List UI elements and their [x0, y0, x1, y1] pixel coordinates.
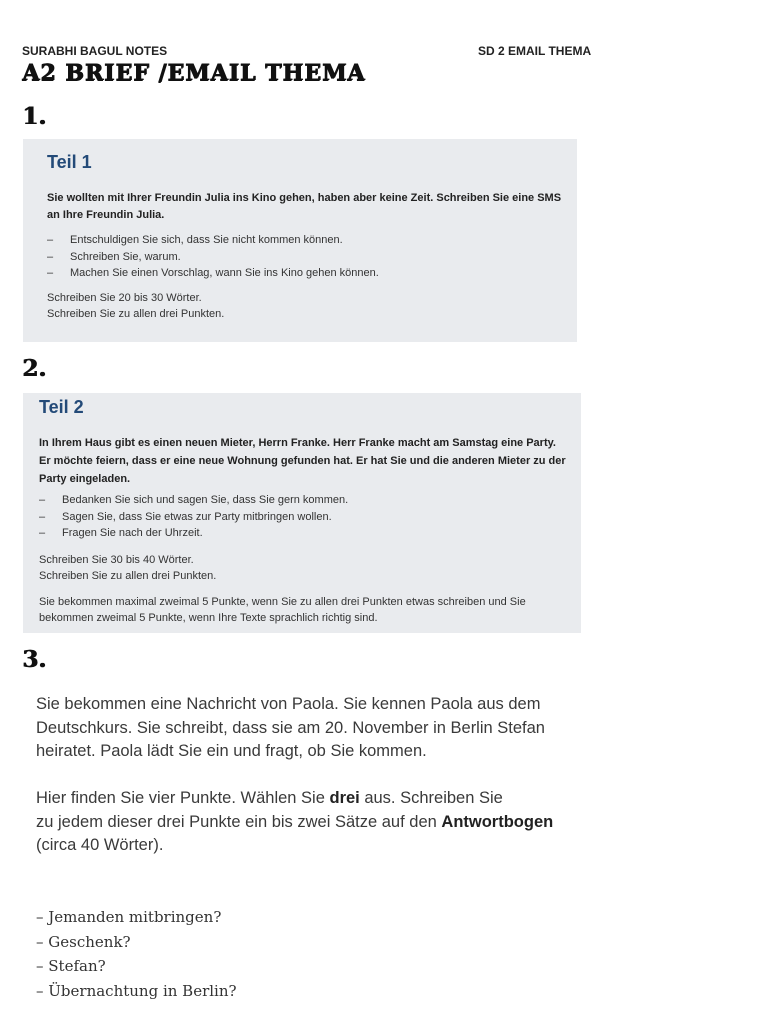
task-box-teil-1 — [23, 139, 577, 342]
task-point: – Fragen Sie nach der Uhrzeit. — [39, 525, 348, 542]
task-text: Sie wollten mit Ihrer Freundin Julia ins Kino gehen, haben aber keine Zeit. Schreiben Sie eine SMS an Ihre Freundin Julia. — [47, 192, 562, 221]
instruction-line: Schreiben Sie zu allen drei Punkten. — [39, 570, 217, 582]
header-left: SURABHI BAGUL NOTES — [22, 44, 168, 58]
instruction-line — [36, 811, 553, 835]
task-point: – Sagen Sie, dass Sie etwas zur Party mitbringen wollen. — [39, 509, 348, 526]
task-point: – Bedanken Sie sich und sagen Sie, dass Sie gern kommen. — [39, 492, 348, 509]
point-item: – Geschenk? — [36, 930, 237, 955]
instruction-line: Schreiben Sie 30 bis 40 Wörter. — [39, 554, 194, 566]
task-point: – Entschuldigen Sie sich, dass Sie nicht kommen können. — [47, 232, 379, 249]
emphasis-drei: drei — [329, 789, 360, 807]
message-points — [36, 905, 237, 1003]
task-box-teil-2 — [23, 393, 581, 633]
instruction-line: Schreiben Sie zu allen drei Punkten. — [47, 308, 225, 320]
instruction-text: Hier finden Sie vier Punkte. Wählen Sie — [36, 789, 330, 807]
teil-heading: Teil 2 — [39, 397, 84, 417]
message-intro — [36, 693, 545, 764]
task-points — [47, 232, 379, 282]
instructions — [47, 290, 224, 322]
instruction-line — [36, 787, 553, 811]
instruction-text: zu jedem dieser drei Punkte ein bis zwei Sätze auf den — [36, 812, 442, 831]
section-number-2: 2. — [22, 355, 47, 382]
point-item: – Stefan? — [36, 954, 237, 979]
message-instructions — [36, 787, 553, 858]
intro-line: Sie bekommen eine Nachricht von Paola. Sie kennen Paola aus dem — [36, 695, 541, 713]
task-point: – Schreiben Sie, warum. — [47, 249, 379, 266]
header-right: SD 2 EMAIL THEMA — [478, 44, 592, 58]
task-text: In Ihrem Haus gibt es einen neuen Mieter, Herrn Franke. Herr Franke macht am Samstag eine Party. Er möchte feiern, dass er eine neue Wohnung gefunden hat. Er hat Sie und die anderen Mieter zu der Party eingeladen. — [39, 437, 566, 485]
page-title: A2 BRIEF /EMAIL THEMA — [22, 60, 366, 86]
task-points — [39, 492, 348, 542]
instructions — [39, 552, 216, 584]
intro-line: Deutschkurs. Sie schreibt, dass sie am 20. November in Berlin Stefan — [36, 718, 545, 737]
point-item: – Übernachtung in Berlin? — [36, 979, 237, 1004]
instruction-line: Schreiben Sie 20 bis 30 Wörter. — [47, 292, 202, 304]
section-number-1: 1. — [22, 103, 47, 130]
point-item: – Jemanden mitbringen? — [36, 905, 237, 930]
teil-heading: Teil 1 — [47, 152, 92, 172]
task-point: – Machen Sie einen Vorschlag, wann Sie ins Kino gehen können. — [47, 265, 379, 282]
instruction-text: aus. Schreiben Sie — [359, 789, 503, 807]
instruction-line: (circa 40 Wörter). — [36, 836, 164, 854]
emphasis-antwortbogen: Antwortbogen — [441, 812, 554, 831]
intro-line: heiratet. Paola lädt Sie ein und fragt, ob Sie kommen. — [36, 742, 427, 760]
scoring-note: Sie bekommen maximal zweimal 5 Punkte, wenn Sie zu allen drei Punkten etwas schreiben und Sie bekommen zweimal 5 Punkte, wenn Ihre Texte sprachlich richtig sind. — [39, 596, 526, 624]
section-number-3: 3. — [22, 646, 47, 673]
